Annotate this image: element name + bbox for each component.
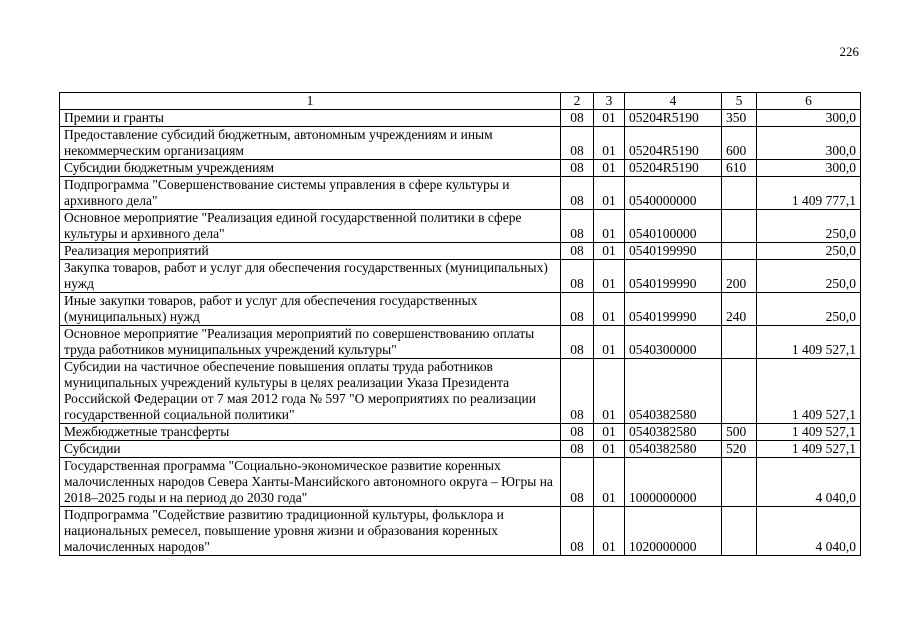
row-target-code: 05204R5190 <box>625 127 722 160</box>
row-subsection: 01 <box>594 507 625 556</box>
row-section: 08 <box>561 177 594 210</box>
row-amount: 1 409 777,1 <box>757 177 861 210</box>
table-row <box>60 127 861 160</box>
row-amount: 300,0 <box>757 160 861 177</box>
table-row <box>60 243 861 260</box>
row-amount: 4 040,0 <box>757 507 861 556</box>
row-subsection: 01 <box>594 210 625 243</box>
row-section: 08 <box>561 160 594 177</box>
table-row <box>60 177 861 210</box>
row-expense-type: 500 <box>722 424 757 441</box>
row-name: Предоставление субсидий бюджетным, автономным учреждениям и иным некоммерческим организациям <box>60 127 561 160</box>
row-section: 08 <box>561 243 594 260</box>
row-subsection: 01 <box>594 441 625 458</box>
row-expense-type <box>722 507 757 556</box>
row-expense-type: 350 <box>722 110 757 127</box>
row-target-code: 1020000000 <box>625 507 722 556</box>
row-amount: 1 409 527,1 <box>757 359 861 424</box>
row-amount: 4 040,0 <box>757 458 861 507</box>
row-target-code: 1000000000 <box>625 458 722 507</box>
table-body <box>60 110 861 556</box>
row-section: 08 <box>561 293 594 326</box>
table-row <box>60 293 861 326</box>
row-name: Основное мероприятие "Реализация мероприятий по совершенствованию оплаты труда работников муниципальных учреждений культуры" <box>60 326 561 359</box>
row-target-code: 0540382580 <box>625 424 722 441</box>
row-target-code: 0540382580 <box>625 359 722 424</box>
row-subsection: 01 <box>594 458 625 507</box>
row-subsection: 01 <box>594 177 625 210</box>
row-name: Субсидии бюджетным учреждениям <box>60 160 561 177</box>
table-row <box>60 260 861 293</box>
row-amount: 300,0 <box>757 110 861 127</box>
row-target-code: 0540199990 <box>625 293 722 326</box>
row-section: 08 <box>561 210 594 243</box>
row-section: 08 <box>561 110 594 127</box>
row-expense-type <box>722 177 757 210</box>
page-number: 226 <box>839 44 859 59</box>
row-amount: 1 409 527,1 <box>757 441 861 458</box>
row-section: 08 <box>561 507 594 556</box>
row-target-code: 0540300000 <box>625 326 722 359</box>
row-subsection: 01 <box>594 110 625 127</box>
header-col-2: 2 <box>561 93 594 110</box>
row-subsection: 01 <box>594 243 625 260</box>
row-subsection: 01 <box>594 424 625 441</box>
row-expense-type: 600 <box>722 127 757 160</box>
table-row <box>60 424 861 441</box>
row-amount: 1 409 527,1 <box>757 326 861 359</box>
row-subsection: 01 <box>594 260 625 293</box>
table-row <box>60 359 861 424</box>
row-name: Премии и гранты <box>60 110 561 127</box>
row-name: Государственная программа "Социально-экономическое развитие коренных малочисленных народов Севера Ханты-Мансийского автономного округа – Югры на 2018–2025 годы и на период до 2030 года" <box>60 458 561 507</box>
row-subsection: 01 <box>594 359 625 424</box>
row-section: 08 <box>561 260 594 293</box>
row-amount: 250,0 <box>757 293 861 326</box>
row-amount: 250,0 <box>757 260 861 293</box>
row-target-code: 0540000000 <box>625 177 722 210</box>
row-subsection: 01 <box>594 326 625 359</box>
row-subsection: 01 <box>594 127 625 160</box>
row-name: Подпрограмма "Совершенствование системы управления в сфере культуры и архивного дела" <box>60 177 561 210</box>
row-expense-type: 520 <box>722 441 757 458</box>
table-row <box>60 326 861 359</box>
row-name: Основное мероприятие "Реализация единой государственной политики в сфере культуры и архивного дела" <box>60 210 561 243</box>
row-section: 08 <box>561 424 594 441</box>
row-section: 08 <box>561 359 594 424</box>
header-col-6: 6 <box>757 93 861 110</box>
table-row <box>60 507 861 556</box>
row-section: 08 <box>561 127 594 160</box>
row-expense-type <box>722 210 757 243</box>
row-expense-type <box>722 243 757 260</box>
row-expense-type: 240 <box>722 293 757 326</box>
row-name: Субсидии на частичное обеспечение повышения оплаты труда работников муниципальных учреждений культуры в целях реализации Указа Президента Российской Федерации от 7 мая 2012 года № 597 "О мероприятиях по реализации государственной социальной политики" <box>60 359 561 424</box>
row-amount: 250,0 <box>757 243 861 260</box>
row-target-code: 0540382580 <box>625 441 722 458</box>
header-col-1: 1 <box>60 93 561 110</box>
table-row <box>60 458 861 507</box>
row-amount: 250,0 <box>757 210 861 243</box>
row-section: 08 <box>561 326 594 359</box>
row-expense-type: 610 <box>722 160 757 177</box>
table-row <box>60 210 861 243</box>
table-row <box>60 110 861 127</box>
row-name: Субсидии <box>60 441 561 458</box>
row-subsection: 01 <box>594 160 625 177</box>
table-header-row <box>60 93 861 110</box>
row-name: Иные закупки товаров, работ и услуг для обеспечения государственных (муниципальных) нужд <box>60 293 561 326</box>
row-target-code: 0540199990 <box>625 243 722 260</box>
table-row <box>60 160 861 177</box>
row-target-code: 05204R5190 <box>625 160 722 177</box>
row-name: Реализация мероприятий <box>60 243 561 260</box>
row-section: 08 <box>561 458 594 507</box>
table-row <box>60 441 861 458</box>
row-target-code: 0540199990 <box>625 260 722 293</box>
row-name: Межбюджетные трансферты <box>60 424 561 441</box>
row-target-code: 0540100000 <box>625 210 722 243</box>
row-section: 08 <box>561 441 594 458</box>
header-col-5: 5 <box>722 93 757 110</box>
row-name: Подпрограмма "Содействие развитию традиционной культуры, фольклора и национальных ремесел, повышение уровня жизни и образования коренных малочисленных народов" <box>60 507 561 556</box>
row-name: Закупка товаров, работ и услуг для обеспечения государственных (муниципальных) нужд <box>60 260 561 293</box>
row-subsection: 01 <box>594 293 625 326</box>
header-col-4: 4 <box>625 93 722 110</box>
row-expense-type <box>722 458 757 507</box>
row-target-code: 05204R5190 <box>625 110 722 127</box>
budget-table <box>59 92 861 556</box>
row-expense-type <box>722 326 757 359</box>
row-amount: 1 409 527,1 <box>757 424 861 441</box>
header-col-3: 3 <box>594 93 625 110</box>
row-expense-type <box>722 359 757 424</box>
row-amount: 300,0 <box>757 127 861 160</box>
row-expense-type: 200 <box>722 260 757 293</box>
